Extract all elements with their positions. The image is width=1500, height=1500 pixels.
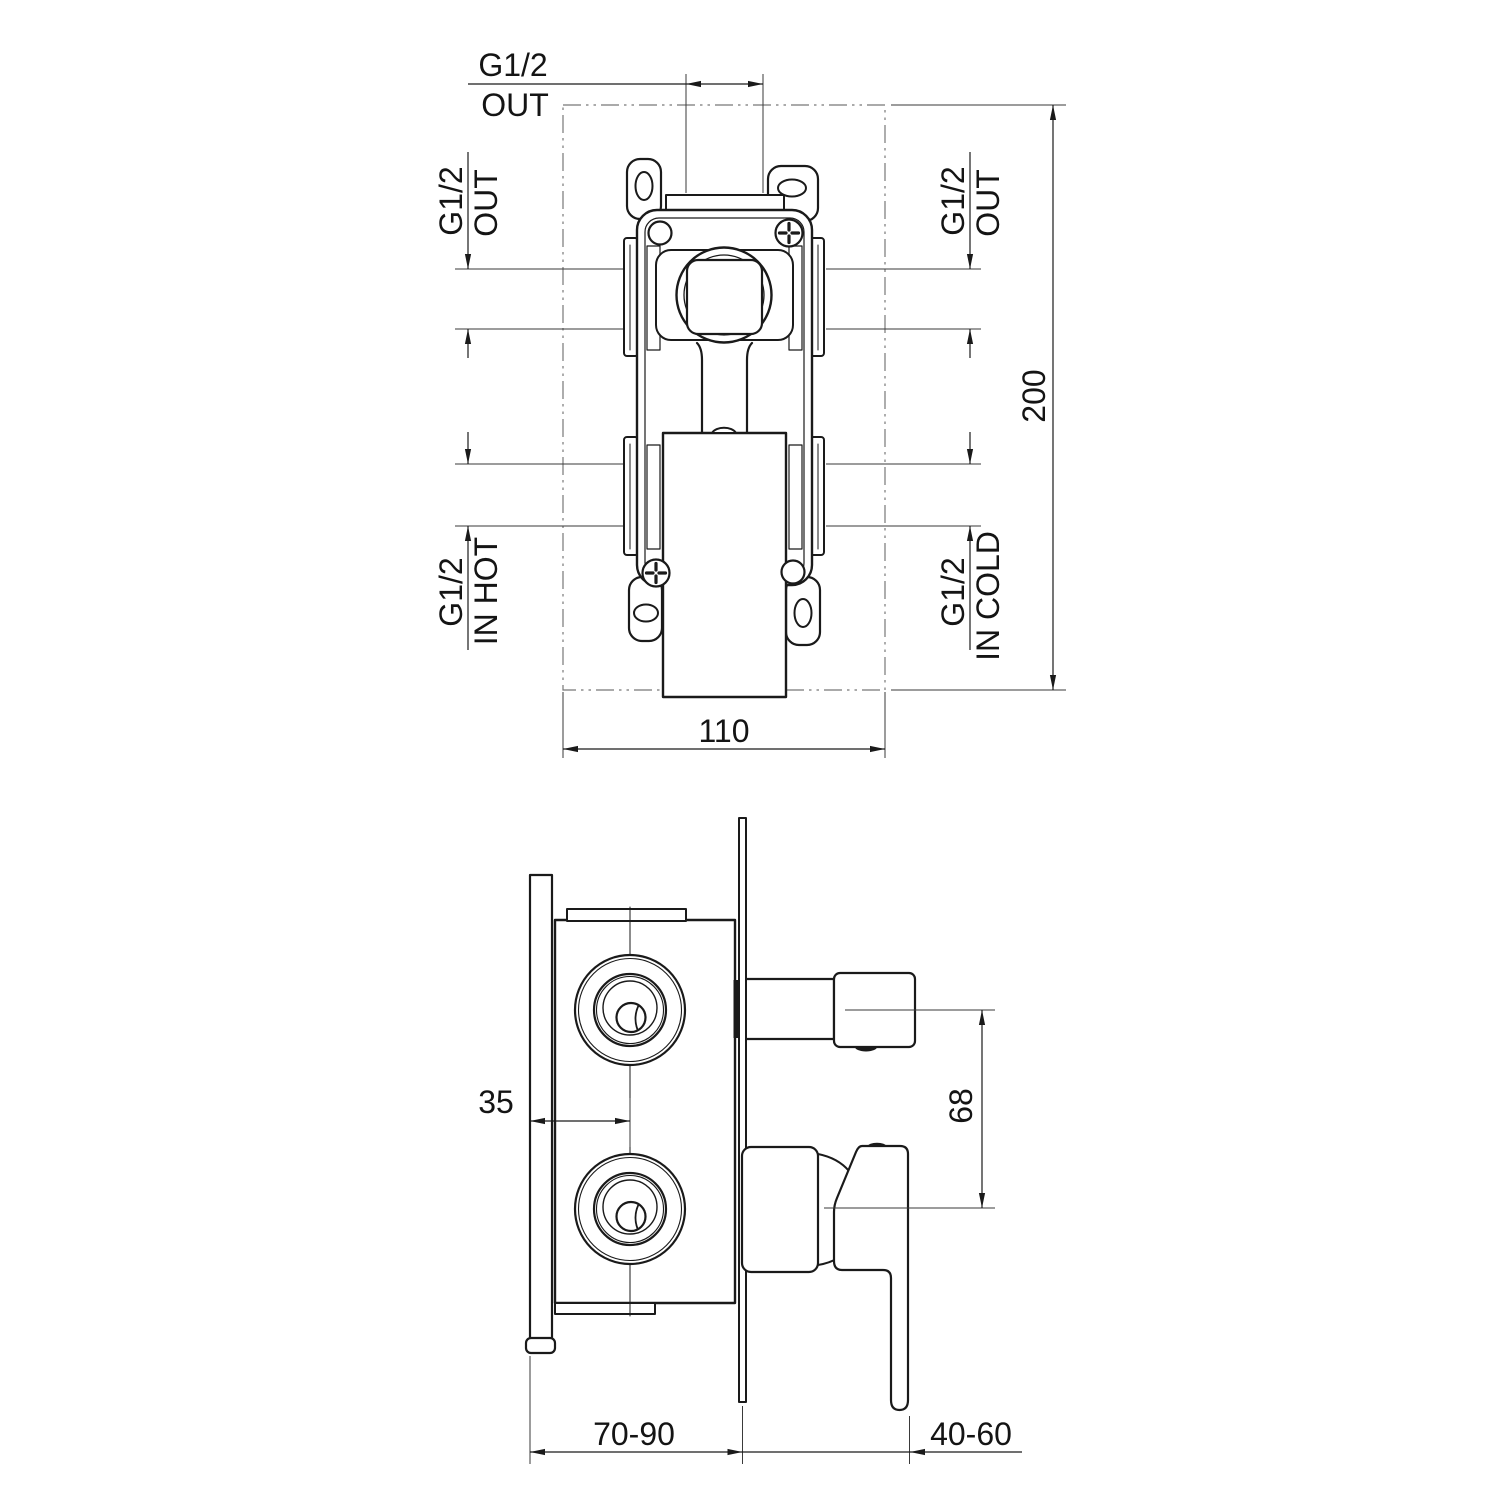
dim-label-cold-inlet-thread: G1/2 — [935, 557, 971, 627]
dim-label-top-outlet-port: OUT — [481, 87, 549, 123]
screw-phillips — [776, 220, 803, 247]
handle-set-screw — [868, 1143, 886, 1146]
arrowhead — [1050, 105, 1056, 120]
cartridge-square — [687, 260, 762, 334]
dim-label-width: 110 — [698, 713, 750, 749]
wall-plate — [739, 818, 746, 1402]
dim-label-offset: 35 — [478, 1084, 514, 1120]
top-flange — [666, 195, 784, 211]
arrowhead — [530, 1449, 545, 1455]
mounting-bracket — [530, 875, 552, 1340]
arrowhead — [910, 1449, 925, 1455]
arrowhead — [967, 329, 973, 344]
handle-lever — [834, 1146, 908, 1410]
arrowhead — [979, 1193, 985, 1208]
arrowhead — [967, 449, 973, 464]
arrowhead — [979, 1010, 985, 1025]
dim-label-cold-inlet-port: IN COLD — [970, 531, 1006, 661]
front-view — [433, 47, 1066, 758]
arrowhead — [967, 254, 973, 269]
dim-label-right-outlet-port: OUT — [970, 169, 1006, 237]
spout-outlet — [855, 1047, 877, 1052]
dim-label-spacing: 68 — [943, 1088, 979, 1124]
dimension-projection — [743, 1416, 1023, 1455]
mounting-ear-bottom-right — [786, 577, 820, 645]
arrowhead — [748, 81, 763, 87]
spout-tube — [742, 979, 834, 1039]
arrowhead — [465, 329, 471, 344]
side-view — [478, 818, 1022, 1464]
handle-escutcheon — [742, 1147, 818, 1272]
valve-body-front — [624, 159, 824, 697]
dim-label-left-outlet-thread: G1/2 — [433, 166, 469, 236]
dimension-right-outlet — [935, 152, 1006, 358]
dimension-cold-inlet — [935, 432, 1006, 661]
arrowhead — [563, 746, 578, 752]
dimension-top-outlet — [468, 47, 763, 123]
spout — [734, 973, 916, 1052]
port-strip — [647, 445, 660, 549]
protection-box — [663, 433, 786, 697]
screw-plain — [782, 561, 805, 584]
screw-phillips — [643, 560, 670, 587]
body-top-cap — [567, 909, 686, 921]
stem-dome — [712, 428, 736, 433]
dimension-spacing-68 — [943, 1010, 985, 1208]
dim-label-left-outlet-port: OUT — [468, 169, 504, 237]
dim-label-hot-inlet-thread: G1/2 — [433, 557, 469, 627]
bracket-foot — [526, 1338, 555, 1353]
lower-port-boss — [575, 1154, 685, 1264]
dim-label-projection: 40-60 — [930, 1416, 1012, 1452]
cartridge-dome-top — [818, 1154, 849, 1171]
arrowhead — [1050, 675, 1056, 690]
dimension-left-outlet — [433, 152, 504, 358]
dim-label-hot-inlet-port: IN HOT — [468, 536, 504, 646]
dimension-width-110 — [563, 713, 885, 752]
screw-plain — [649, 222, 672, 245]
upper-port-boss — [575, 955, 685, 1065]
dim-label-top-outlet-thread: G1/2 — [478, 47, 548, 83]
dimension-height-200 — [1016, 105, 1056, 690]
arrowhead — [465, 254, 471, 269]
arrowhead — [686, 81, 701, 87]
dim-label-recess-depth: 70-90 — [593, 1416, 675, 1452]
dim-label-height: 200 — [1016, 369, 1052, 423]
body-bottom-cap — [555, 1303, 655, 1314]
arrowhead — [465, 449, 471, 464]
arrowhead — [870, 746, 885, 752]
dimension-hot-inlet — [433, 432, 504, 650]
dim-label-right-outlet-thread: G1/2 — [935, 166, 971, 236]
arrowhead — [728, 1449, 743, 1455]
handle-assembly — [742, 1143, 908, 1410]
dimension-recess-depth — [530, 1416, 743, 1455]
port-strip — [789, 445, 802, 549]
